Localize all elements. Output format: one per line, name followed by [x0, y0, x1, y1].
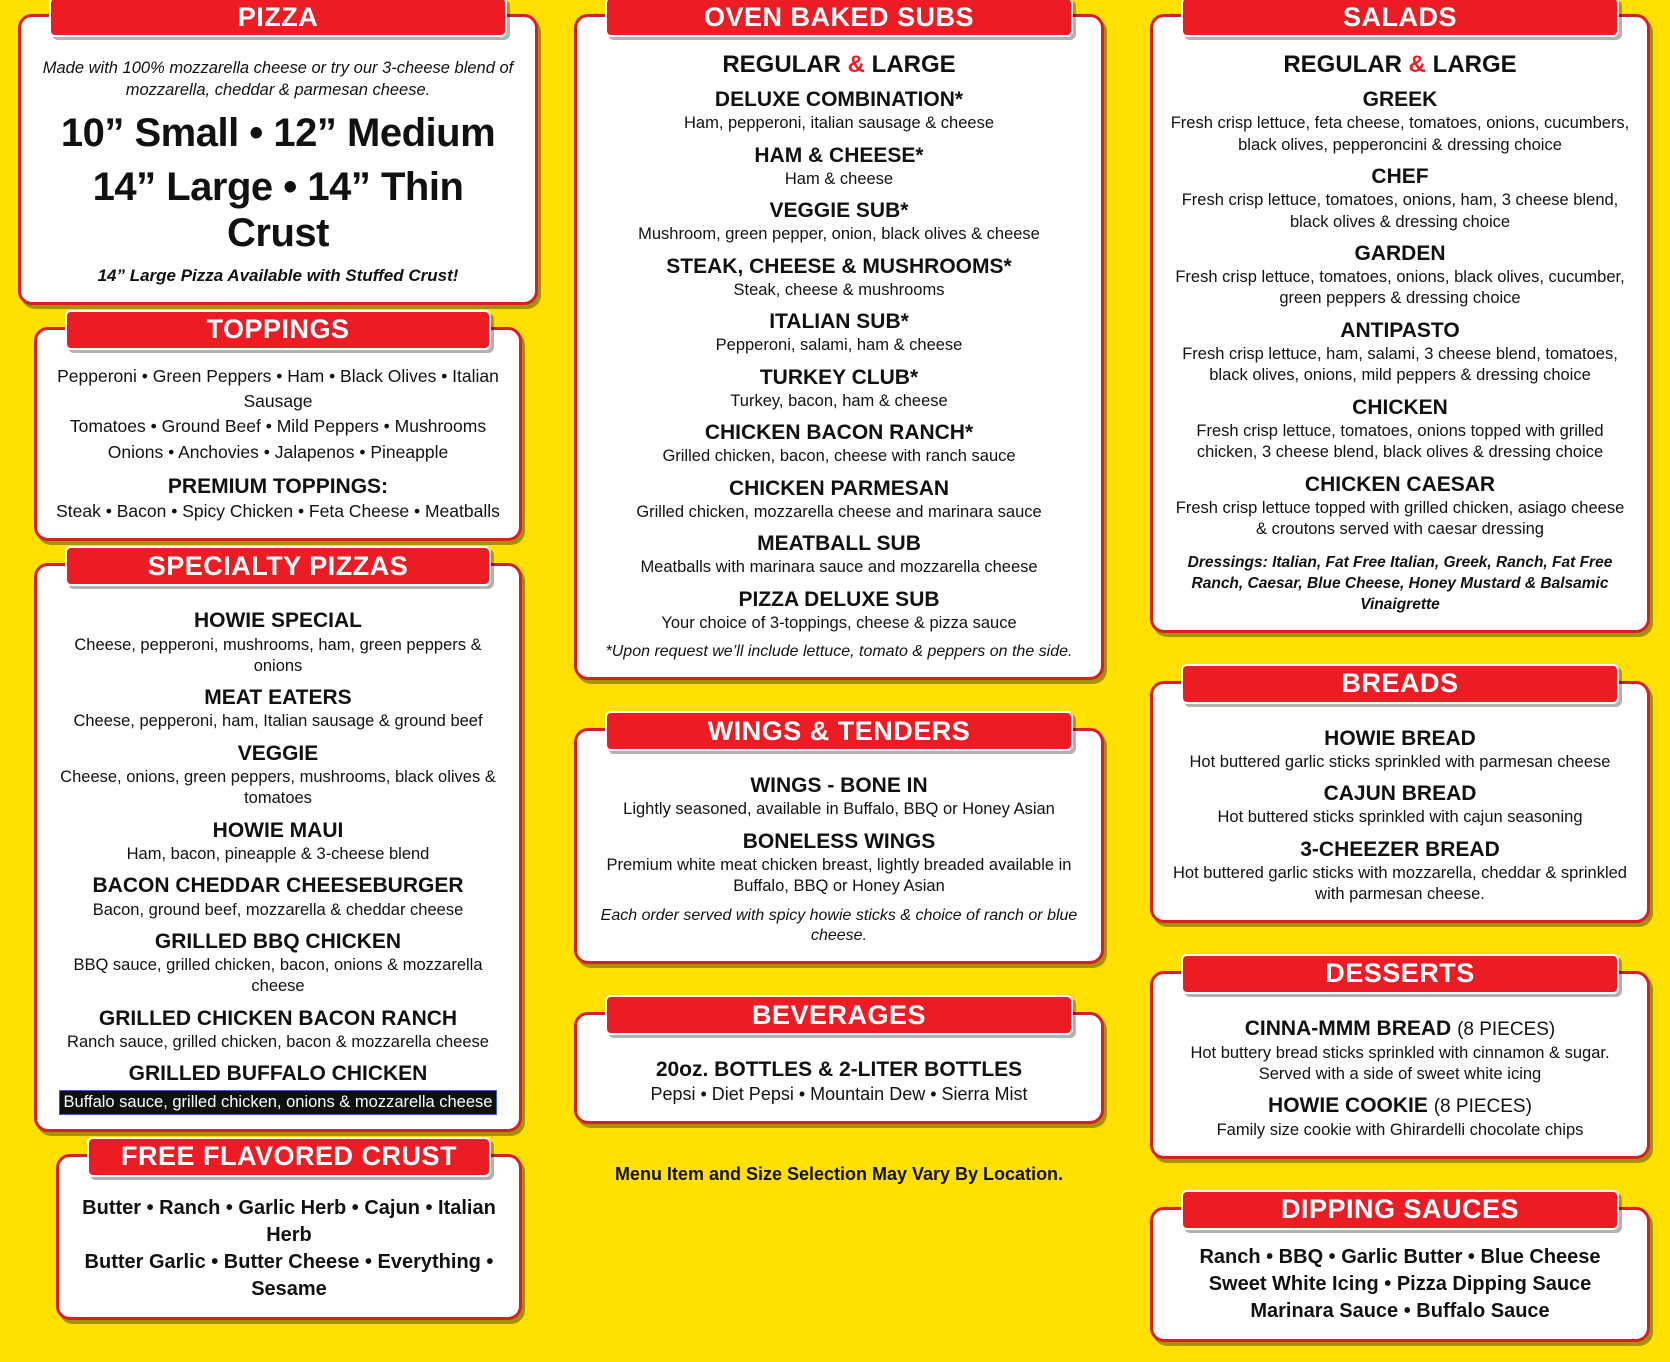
- menu-item-name: MEATBALL SUB: [757, 532, 921, 556]
- menu-item-desc: Fresh crisp lettuce, tomatoes, onions, black olives, cucumber, green peppers & dressing choice: [1175, 268, 1625, 308]
- menu-item-name: VEGGIE: [237, 741, 319, 765]
- menu-item-desc: Ranch sauce, grilled chicken, bacon & mozzarella cheese: [67, 1033, 489, 1051]
- footnote-star: *: [900, 199, 909, 223]
- menu-item-name: CHICKEN CAESAR: [1304, 472, 1496, 496]
- section-breads-title: BREADS: [1341, 668, 1459, 699]
- footnote-star: *: [964, 421, 974, 445]
- location-disclaimer: Menu Item and Size Selection May Vary By Location.: [614, 1163, 1064, 1184]
- menu-item-name: WINGS - BONE IN: [750, 774, 928, 798]
- toppings-line-1: Pepperoni • Green Peppers • Ham • Black Olives • Italian Sausage: [57, 365, 499, 411]
- section-salads: [1150, 1, 1650, 633]
- menu-item-name: HAM & CHEESE*: [754, 143, 924, 167]
- middle-column: [574, 1, 1104, 1185]
- section-sauces-title: DIPPING SAUCES: [1280, 1194, 1520, 1225]
- menu-item-desc: Ham & cheese: [784, 169, 894, 188]
- section-specialty-title: SPECIALTY PIZZAS: [147, 550, 409, 581]
- section-beverages-header: [605, 995, 1073, 1035]
- menu-item-desc: Fresh crisp lettuce, feta cheese, tomatoes, onions, cucumbers, black olives, pepperoncini & dressing choice: [1170, 114, 1630, 154]
- section-salads-header: [1181, 0, 1619, 37]
- menu-item-name: HOWIE SPECIAL: [193, 609, 362, 633]
- menu-item-desc: Lightly seasoned, available in Buffalo, BBQ or Honey Asian: [623, 800, 1055, 819]
- section-pizza-header: [49, 0, 507, 37]
- section-dipping-sauces: [1150, 1194, 1650, 1342]
- salad-dressings-note: Dressings: Italian, Fat Free Italian, Greek, Ranch, Fat Free Ranch, Caesar, Blue Cheese, Honey Mustard & Balsamic Vinaigrette: [1187, 553, 1613, 613]
- menu-item-name: PIZZA DELUXE SUB: [738, 587, 940, 611]
- section-pizza: [18, 1, 538, 305]
- menu-item-name: BACON CHEDDAR CHEESEBURGER: [92, 874, 464, 898]
- sauces-line-1: Ranch • BBQ • Garlic Butter • Blue Cheese: [1199, 1245, 1601, 1268]
- menu-item-name: GRILLED CHICKEN BACON RANCH: [98, 1006, 458, 1030]
- menu-item-desc: Hot buttered garlic sticks sprinkled with parmesan cheese: [1189, 752, 1611, 771]
- menu-item-name: CAJUN BREAD: [1323, 782, 1477, 806]
- menu-item-desc: Grilled chicken, mozzarella cheese and marinara sauce: [636, 502, 1042, 521]
- menu-item-name: TURKEY CLUB*: [759, 365, 919, 389]
- menu-item-name: CHEF: [1371, 164, 1429, 188]
- section-toppings: [34, 314, 522, 542]
- section-crust-header: [87, 1137, 491, 1177]
- menu-item-name: GARDEN: [1354, 241, 1446, 265]
- section-toppings-title: TOPPINGS: [206, 314, 350, 345]
- section-wings-title: WINGS & TENDERS: [707, 715, 971, 746]
- footnote-star: *: [915, 143, 924, 167]
- subs-size-amp: &: [847, 51, 865, 78]
- menu-item-desc: Turkey, bacon, ham & cheese: [730, 391, 948, 410]
- menu-item-desc: Pepperoni, salami, ham & cheese: [715, 336, 963, 355]
- section-wings-header: [605, 711, 1073, 751]
- right-column: [1150, 1, 1650, 1362]
- section-sauces-header: [1181, 1190, 1619, 1230]
- menu-item-desc: Premium white meat chicken breast, lightly breaded available in Buffalo, BBQ or Honey Asian: [606, 855, 1072, 896]
- menu-item-name: 3-CHEEZER BREAD: [1300, 837, 1500, 861]
- dessert-pieces: (8 PIECES): [1433, 1096, 1532, 1118]
- section-breads-header: [1181, 664, 1619, 704]
- dessert-pieces: (8 PIECES): [1457, 1018, 1556, 1040]
- menu-item-desc: Fresh crisp lettuce topped with grilled chicken, asiago cheese & croutons served with caesar dressing: [1175, 498, 1625, 539]
- menu-item-desc: Hot buttered sticks sprinkled with cajun seasoning: [1217, 808, 1583, 827]
- toppings-line-2: Tomatoes • Ground Beef • Mild Peppers • Mushrooms: [69, 416, 487, 437]
- menu-item-name: CHICKEN BACON RANCH*: [704, 421, 974, 445]
- salads-size-regular: REGULAR: [1283, 51, 1409, 78]
- menu-item-desc: Cheese, pepperoni, mushrooms, ham, green peppers & onions: [74, 635, 482, 675]
- premium-toppings-heading: PREMIUM TOPPINGS:: [167, 475, 389, 499]
- subs-footnote: *Upon request we’ll include lettuce, tomato & peppers on the side.: [605, 643, 1073, 661]
- menu-item-desc: Hot buttered garlic sticks with mozzarella, cheddar & sprinkled with parmesan cheese.: [1173, 863, 1627, 904]
- menu-columns: [18, 1, 1652, 1362]
- footnote-star: *: [954, 88, 964, 111]
- menu-item-name: STEAK, CHEESE & MUSHROOMS*: [666, 254, 1012, 278]
- pizza-note: Made with 100% mozzarella cheese or try our 3-cheese blend of mozzarella, cheddar & parmesan cheese.: [42, 59, 514, 100]
- menu-item-name: MEAT EATERS: [204, 686, 352, 710]
- salads-size-heading: [1169, 51, 1631, 79]
- menu-item-name: GRILLED BBQ CHICKEN: [154, 929, 402, 953]
- footnote-star: *: [900, 310, 909, 334]
- menu-item-desc: Meatballs with marinara sauce and mozzarella cheese: [640, 558, 1038, 577]
- selected-text: Buffalo sauce, grilled chicken, onions & mozzarella cheese: [59, 1090, 498, 1115]
- menu-item-desc: BBQ sauce, grilled chicken, bacon, onions & mozzarella cheese: [73, 956, 483, 996]
- section-free-flavored-crust: [56, 1141, 522, 1320]
- premium-toppings-line: Steak • Bacon • Spicy Chicken • Feta Cheese • Meatballs: [56, 501, 500, 522]
- menu-item-desc: Ham, pepperoni, italian sausage & cheese: [683, 114, 995, 133]
- menu-item-name: BONELESS WINGS: [742, 829, 936, 853]
- menu-item-desc: Ham, bacon, pineapple & 3-cheese blend: [126, 844, 430, 863]
- wings-footnote: Each order served with spicy howie sticks & choice of ranch or blue cheese.: [600, 906, 1078, 945]
- beverages-heading: 20oz. BOTTLES & 2-LITER BOTTLES: [655, 1058, 1023, 1082]
- menu-item-name: CINNA-MMM BREAD (8 PIECES): [1244, 1016, 1556, 1040]
- pizza-sizes-line-2: 14” Large • 14” Thin Crust: [92, 164, 464, 255]
- menu-item-desc: Hot buttery bread sticks sprinkled with cinnamon & sugar. Served with a side of sweet white icing: [1190, 1043, 1610, 1083]
- menu-item-name: CHICKEN: [1352, 395, 1448, 419]
- menu-item-name: HOWIE BREAD: [1324, 726, 1476, 750]
- menu-item-name: DELUXE COMBINATION*: [714, 88, 964, 111]
- section-oven-baked-subs: [574, 1, 1104, 680]
- footnote-star: *: [909, 365, 919, 389]
- menu-item-desc: Bacon, ground beef, mozzarella & cheddar cheese: [92, 900, 464, 919]
- subs-size-large: LARGE: [865, 51, 956, 78]
- menu-item-name: HOWIE MAUI: [212, 818, 344, 842]
- menu-item-desc: Cheese, pepperoni, ham, Italian sausage & ground beef: [73, 712, 483, 731]
- section-breads: [1150, 668, 1650, 923]
- section-toppings-header: [65, 310, 491, 350]
- crust-line-1: Butter • Ranch • Garlic Herb • Cajun • Italian Herb: [82, 1196, 496, 1246]
- section-beverages: [574, 999, 1104, 1123]
- menu-item-name: GREEK: [1362, 88, 1438, 111]
- menu-item-desc: Fresh crisp lettuce, tomatoes, onions, ham, 3 cheese blend, black olives & dressing choice: [1181, 191, 1619, 231]
- menu-item-name: HOWIE COOKIE (8 PIECES): [1268, 1094, 1532, 1118]
- section-desserts: [1150, 958, 1650, 1159]
- menu-item-name: ANTIPASTO: [1340, 318, 1460, 342]
- section-desserts-title: DESSERTS: [1325, 958, 1475, 989]
- subs-size-heading: [593, 51, 1085, 79]
- footnote-star: *: [1003, 254, 1012, 278]
- section-specialty-header: [65, 546, 491, 586]
- subs-size-regular: REGULAR: [722, 51, 848, 78]
- toppings-line-3: Onions • Anchovies • Jalapenos • Pineapple: [107, 441, 449, 462]
- crust-line-2: Butter Garlic • Butter Cheese • Everything • Sesame: [84, 1250, 494, 1300]
- menu-item-name: ITALIAN SUB*: [769, 310, 909, 334]
- section-crust-title: FREE FLAVORED CRUST: [120, 1141, 457, 1172]
- menu-item-desc: Family size cookie with Ghirardelli chocolate chips: [1216, 1121, 1584, 1140]
- pizza-sizes-line-1: 10” Small • 12” Medium: [60, 110, 496, 155]
- salads-size-amp: &: [1408, 51, 1426, 78]
- section-salads-title: SALADS: [1342, 1, 1457, 32]
- left-column: [18, 1, 538, 1342]
- section-subs-header: [605, 0, 1073, 37]
- section-specialty-pizzas: [34, 550, 522, 1132]
- sauces-line-3: Marinara Sauce • Buffalo Sauce: [1250, 1299, 1550, 1322]
- menu-item-desc: Steak, cheese & mushrooms: [733, 280, 945, 299]
- menu-item-name: VEGGIE SUB*: [769, 199, 909, 223]
- menu-item-name: CHICKEN PARMESAN: [728, 476, 950, 500]
- sauces-line-2: Sweet White Icing • Pizza Dipping Sauce: [1208, 1272, 1592, 1295]
- section-desserts-header: [1181, 954, 1619, 994]
- menu-item-desc: Fresh crisp lettuce, tomatoes, onions topped with grilled chicken, 3 cheese blend, black olives & dressing choice: [1196, 421, 1604, 462]
- salads-size-large: LARGE: [1426, 51, 1517, 78]
- menu-item-desc: Your choice of 3-toppings, cheese & pizza sauce: [661, 613, 1017, 632]
- section-wings-tenders: [574, 715, 1104, 964]
- menu-item-desc-selected: [53, 1090, 503, 1115]
- menu-item-desc: Fresh crisp lettuce, ham, salami, 3 cheese blend, tomatoes, black olives, onions, mild peppers & dressing choice: [1182, 345, 1618, 385]
- pizza-stuffed-crust-note: 14” Large Pizza Available with Stuffed Crust!: [97, 265, 459, 285]
- menu-item-name: GRILLED BUFFALO CHICKEN: [128, 1062, 428, 1086]
- section-pizza-title: PIZZA: [237, 1, 319, 32]
- menu-item-desc: Mushroom, green pepper, onion, black olives & cheese: [638, 225, 1040, 244]
- section-beverages-title: BEVERAGES: [751, 999, 927, 1030]
- menu-item-desc: Grilled chicken, bacon, cheese with ranch sauce: [662, 447, 1016, 466]
- menu-item-desc: Cheese, onions, green peppers, mushrooms, black olives & tomatoes: [60, 768, 496, 808]
- section-subs-title: OVEN BAKED SUBS: [703, 1, 975, 32]
- beverages-desc: Pepsi • Diet Pepsi • Mountain Dew • Sierra Mist: [650, 1084, 1028, 1105]
